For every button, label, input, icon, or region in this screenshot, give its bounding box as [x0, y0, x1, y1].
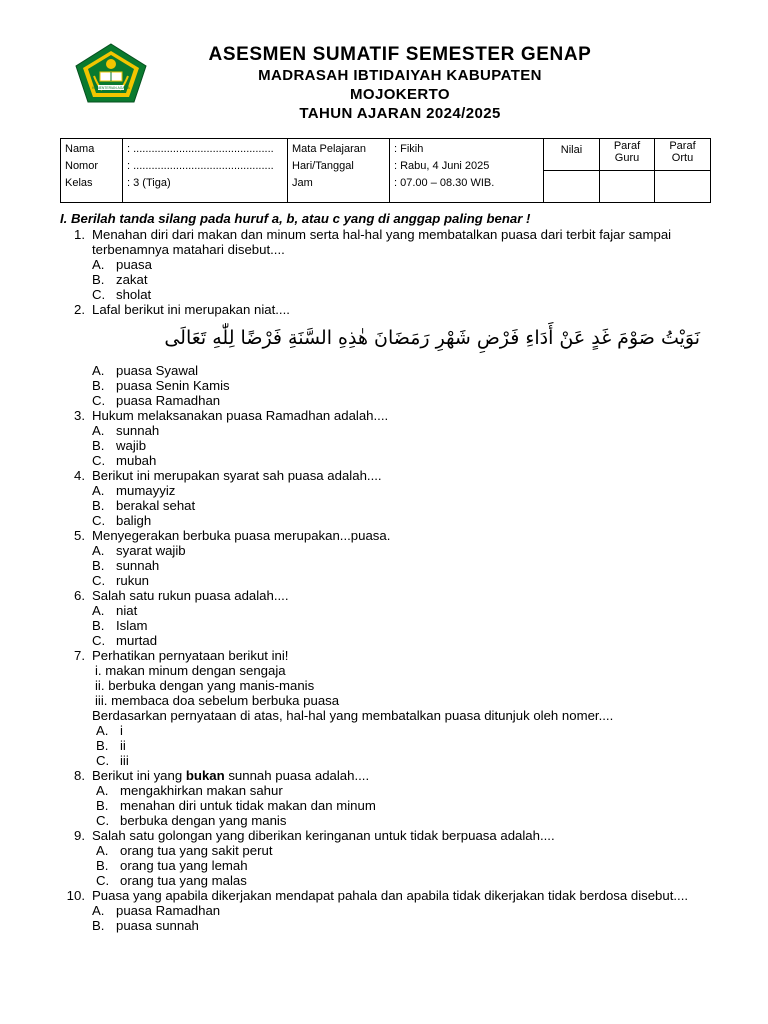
question-1: 1. Menahan diri dari makan dan minum serta hal-hal yang membatalkan puasa dari terbit fajar sampai terbenamnya matahari disebut....: [74, 227, 672, 257]
option[interactable]: A. sunnah: [92, 423, 160, 438]
option[interactable]: C. berbuka dengan yang manis: [96, 813, 287, 828]
option[interactable]: B. menahan diri untuk tidak makan dan minum: [96, 798, 376, 813]
question-6: 6. Salah satu rukun puasa adalah....: [74, 588, 289, 603]
option[interactable]: C. sholat: [92, 287, 152, 302]
student-info-table: [60, 138, 711, 203]
option[interactable]: A. mengakhirkan makan sahur: [96, 783, 283, 798]
label-column-left: Nama Nomor Kelas: [61, 139, 123, 203]
option[interactable]: B. puasa Senin Kamis: [92, 378, 230, 393]
emphasis-bukan: bukan: [185, 768, 225, 783]
question-8: 8. Berikut ini yang bukan sunnah puasa adalah....: [74, 768, 370, 783]
kemenag-logo: [72, 42, 150, 104]
option[interactable]: B. ii: [96, 738, 126, 753]
document-header: [150, 44, 650, 123]
academic-year: TAHUN AJARAN 2024/2025: [299, 105, 501, 122]
option[interactable]: A. orang tua yang sakit perut: [96, 843, 273, 858]
option[interactable]: A. syarat wajib: [92, 543, 186, 558]
option[interactable]: A. i: [96, 723, 123, 738]
question-5: 5. Menyegerakan berbuka puasa merupakan...puasa.: [74, 528, 391, 543]
question-7: 7. Perhatikan pernyataan berikut ini!: [74, 648, 289, 663]
option[interactable]: B. zakat: [92, 272, 148, 287]
niat-arabic-text: نَوَيْتُ صَوْمَ غَدٍ عَنْ أَدَاءِ فَرْضِ شَهْرِ رَمَضَانَ هٰذِهِ السَّنَةِ فَرْضًا لِلّٰهِ تَعَالَى: [164, 327, 700, 349]
nilai-header: Nilai: [544, 139, 600, 171]
option[interactable]: A. niat: [92, 603, 138, 618]
option[interactable]: A. puasa: [92, 257, 152, 272]
nilai-box[interactable]: [544, 171, 600, 203]
option[interactable]: A. puasa Syawal: [92, 363, 199, 378]
option[interactable]: C. baligh: [92, 513, 152, 528]
option[interactable]: B. puasa sunnah: [92, 918, 199, 933]
date-value: : Rabu, 4 Juni 2025: [394, 160, 490, 172]
option[interactable]: C. iii: [96, 753, 129, 768]
option[interactable]: B. sunnah: [92, 558, 160, 573]
paraf-guru-header: Paraf Guru: [600, 139, 655, 171]
option[interactable]: C. puasa Ramadhan: [92, 393, 221, 408]
instruction: I. Berilah tanda silang pada huruf a, b, atau c yang di anggap paling benar !: [60, 211, 531, 226]
subject-value: : Fikih: [394, 143, 424, 155]
statement: iii. membaca doa sebelum berbuka puasa: [95, 693, 340, 708]
kelas-value: : 3 (Tiga): [127, 177, 171, 189]
option[interactable]: C. orang tua yang malas: [96, 873, 247, 888]
option[interactable]: C. murtad: [92, 633, 158, 648]
question-2: 2. Lafal berikut ini merupakan niat....: [74, 302, 290, 317]
option[interactable]: A. mumayyiz: [92, 483, 176, 498]
time-value: : 07.00 – 08.30 WIB.: [394, 177, 495, 189]
option[interactable]: C. rukun: [92, 573, 149, 588]
value-column-mid: [390, 139, 544, 203]
question-7-followup: Berdasarkan pernyataan di atas, hal-hal yang membatalkan puasa ditunjuk oleh nomer....: [92, 708, 614, 723]
statement: ii. berbuka dengan yang manis-manis: [95, 678, 315, 693]
statement: i. makan minum dengan sengaja: [95, 663, 286, 678]
option[interactable]: B. wajib: [92, 438, 147, 453]
paraf-guru-box[interactable]: [600, 171, 655, 203]
exam-title: ASESMEN SUMATIF SEMESTER GENAP: [208, 44, 592, 65]
nomor-field: : ..............................................: [127, 160, 274, 172]
question-4: 4. Berikut ini merupakan syarat sah puasa adalah....: [74, 468, 382, 483]
nama-field: : ..............................................: [127, 143, 274, 155]
option[interactable]: B. Islam: [92, 618, 148, 633]
school-name-line2: MOJOKERTO: [349, 86, 450, 103]
value-column-left[interactable]: [123, 139, 288, 203]
question-list: [60, 211, 704, 933]
paraf-ortu-box[interactable]: [655, 171, 711, 203]
label-column-mid: Mata Pelajaran Hari/Tanggal Jam: [288, 139, 390, 203]
option[interactable]: A. puasa Ramadhan: [92, 903, 221, 918]
question-9: 9. Salah satu golongan yang diberikan keringanan untuk tidak berpuasa adalah....: [74, 828, 555, 843]
school-name-line1: MADRASAH IBTIDAIYAH KABUPATEN: [258, 67, 542, 84]
option[interactable]: B. orang tua yang lemah: [96, 858, 248, 873]
option[interactable]: C. mubah: [92, 453, 157, 468]
question-10: 10. Puasa yang apabila dikerjakan mendapat pahala dan apabila tidak dikerjakan tidak berdosa disebut....: [66, 888, 689, 903]
option[interactable]: B. berakal sehat: [92, 498, 196, 513]
question-3: 3. Hukum melaksanakan puasa Ramadhan adalah....: [74, 408, 389, 423]
paraf-ortu-header: Paraf Ortu: [655, 139, 711, 171]
logo-text: KEMENTERIAN AGAMA: [92, 86, 130, 90]
